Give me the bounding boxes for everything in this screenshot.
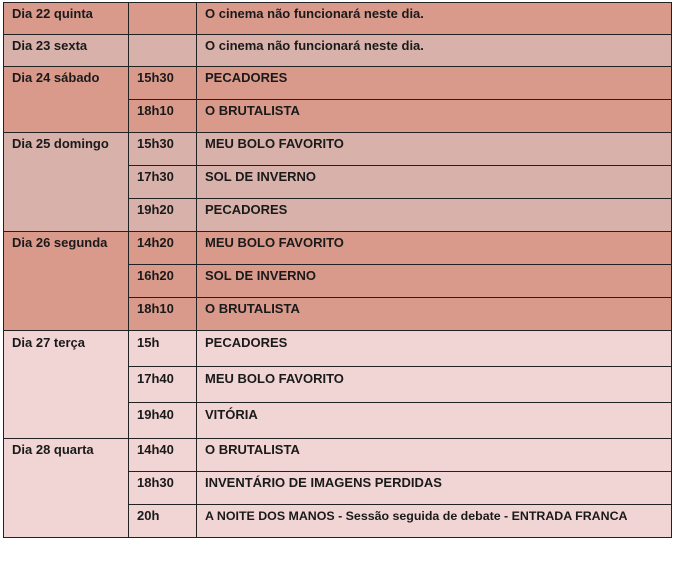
table-row — [4, 35, 672, 67]
table-row — [4, 331, 672, 367]
film-title-cell: MEU BOLO FAVORITO — [197, 232, 672, 265]
time-cell: 19h40 — [129, 403, 197, 439]
film-title-cell: O cinema não funcionará neste dia. — [197, 3, 672, 35]
time-cell: 15h30 — [129, 133, 197, 166]
film-title-cell: INVENTÁRIO DE IMAGENS PERDIDAS — [197, 472, 672, 505]
schedule-table — [3, 2, 672, 538]
film-title-cell: MEU BOLO FAVORITO — [197, 133, 672, 166]
table-row — [4, 67, 672, 100]
film-title-cell: PECADORES — [197, 67, 672, 100]
time-cell: 14h40 — [129, 439, 197, 472]
time-cell: 19h20 — [129, 199, 197, 232]
time-cell: 20h — [129, 505, 197, 538]
day-cell: Dia 26 segunda — [4, 232, 129, 331]
table-row — [4, 439, 672, 472]
film-title-cell: A NOITE DOS MANOS - Sessão seguida de debate - ENTRADA FRANCA — [197, 505, 672, 538]
day-cell: Dia 24 sábado — [4, 67, 129, 133]
time-cell: 14h20 — [129, 232, 197, 265]
time-cell: 18h10 — [129, 100, 197, 133]
day-cell: Dia 27 terça — [4, 331, 129, 439]
day-cell: Dia 28 quarta — [4, 439, 129, 538]
table-row — [4, 3, 672, 35]
film-title-cell: O BRUTALISTA — [197, 298, 672, 331]
time-cell: 17h30 — [129, 166, 197, 199]
time-cell: 16h20 — [129, 265, 197, 298]
time-cell: 18h10 — [129, 298, 197, 331]
film-title-cell: O BRUTALISTA — [197, 439, 672, 472]
time-cell: 17h40 — [129, 367, 197, 403]
time-cell: 15h — [129, 331, 197, 367]
time-cell — [129, 35, 197, 67]
film-title-cell: PECADORES — [197, 199, 672, 232]
film-title-cell: O cinema não funcionará neste dia. — [197, 35, 672, 67]
day-cell: Dia 25 domingo — [4, 133, 129, 232]
film-title-cell: PECADORES — [197, 331, 672, 367]
film-title-cell: SOL DE INVERNO — [197, 265, 672, 298]
film-title-cell: MEU BOLO FAVORITO — [197, 367, 672, 403]
table-row — [4, 232, 672, 265]
time-cell: 18h30 — [129, 472, 197, 505]
film-title-cell: VITÓRIA — [197, 403, 672, 439]
time-cell — [129, 3, 197, 35]
time-cell: 15h30 — [129, 67, 197, 100]
table-row — [4, 133, 672, 166]
film-title-cell: SOL DE INVERNO — [197, 166, 672, 199]
day-cell: Dia 23 sexta — [4, 35, 129, 67]
film-title-cell: O BRUTALISTA — [197, 100, 672, 133]
day-cell: Dia 22 quinta — [4, 3, 129, 35]
